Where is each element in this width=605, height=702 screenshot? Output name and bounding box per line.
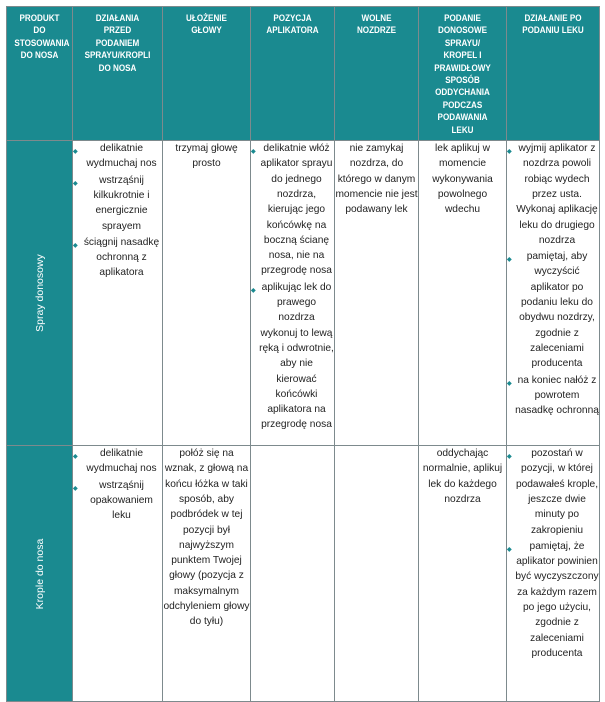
diamond-bullet-icon: ◆ [507, 454, 512, 461]
head-cell [163, 141, 251, 446]
list-item-text: delikatnie wydmuchaj nos [86, 448, 157, 475]
header-head [163, 7, 251, 141]
head-cell [163, 446, 251, 702]
diamond-bullet-icon: ◆ [507, 149, 512, 156]
product-label: Krople do nosa [33, 538, 46, 609]
list-item [73, 235, 162, 281]
administration-text: lek aplikuj w momencie wykonywania powolnego wdechu [432, 143, 493, 216]
list-item [507, 446, 599, 538]
list-item [507, 249, 599, 371]
diamond-bullet-icon: ◆ [73, 485, 78, 492]
after-cell [507, 446, 600, 702]
diamond-bullet-icon: ◆ [73, 149, 78, 156]
list-item [73, 141, 162, 172]
list-item-text: ściągnij nasadkę ochronną z aplikatora [83, 236, 160, 279]
list-item-text: na koniec nałóż z powrotem nasadkę ochronną [515, 374, 599, 417]
header-administration-label: PODANIE DONOSOWE SPRAYU/ KROPEL I PRAWIDŁOWY SPOSÓB ODDYCHANIA PODCZAS PODAWANIA LEKU [434, 13, 491, 135]
administration-text: oddychając normalnie, aplikuj lek do każdego nozdrza [422, 448, 503, 505]
list-item-text: wyjmij aplikator z nozdrza powoli robiąc wydech przez usta. Wykonaj aplikację leku do drugiego nozdrza [516, 143, 598, 246]
list-item [507, 373, 599, 419]
list-item-text: wstrząśnij opakowaniem leku [90, 479, 153, 522]
diamond-bullet-icon: ◆ [73, 242, 78, 249]
list-item-text: aplikując lek do prawego nozdrza wykonuj to lewą ręką i odwrotnie, aby nie kierować końcówki aplikatora na przegrodę nosa [259, 281, 334, 431]
header-applicator [251, 7, 335, 141]
product-cell [7, 446, 73, 702]
header-applicator-label: POZYCJA APLIKATORA [266, 13, 319, 36]
header-head-label: UŁOŻENIE GŁOWY [186, 13, 227, 36]
list-item [73, 446, 162, 477]
list-item [73, 173, 162, 234]
after-cell [507, 141, 600, 446]
diamond-bullet-icon: ◆ [251, 149, 256, 156]
diamond-bullet-icon: ◆ [73, 454, 78, 461]
instructions-table [6, 6, 600, 702]
administration-cell [419, 141, 507, 446]
list-item [251, 280, 334, 433]
applicator-cell [251, 141, 335, 446]
list-item [507, 141, 599, 248]
nostril-cell [335, 141, 419, 446]
product-label: Spray donosowy [33, 254, 46, 332]
list-item-text: pozostań w pozycji, w której podawałeś krople, jeszcze dwie minuty po zakropieniu [515, 448, 599, 536]
header-before-label: DZIAŁANIA PRZED PODANIEM SPRAYU/KROPLI DO NOSA [84, 13, 151, 73]
nostril-cell [335, 446, 419, 702]
head-text: trzymaj głowę prosto [175, 143, 238, 170]
table-row [7, 141, 600, 446]
before-cell [73, 141, 163, 446]
administration-cell [419, 446, 507, 702]
applicator-cell [251, 446, 335, 702]
list-item-text: delikatnie włóż aplikator sprayu do jednego nozdrza, kierując jego końcówkę na boczną ścianę nosa, nie na przegrodę nosa [260, 143, 333, 277]
bullet-list [507, 141, 599, 418]
list-item-text: pamiętaj, aby wyczyścić aplikator po podaniu leku do obydwu nozdrzy, zgodnie z zaleceniami producenta [519, 251, 595, 370]
list-item [73, 478, 162, 524]
bullet-list [73, 141, 162, 281]
diamond-bullet-icon: ◆ [507, 546, 512, 553]
header-product [7, 7, 73, 141]
diamond-bullet-icon: ◆ [507, 380, 512, 387]
list-item [507, 539, 599, 661]
head-text: połóż się na wznak, z głową na końcu łóżka w taki sposób, aby podbródek w tej pozycji był najwyższym punktem Twojej głowy (pozycja z maksymalnym odchyleniem głowy do tyłu) [163, 448, 250, 628]
header-nostril-label: WOLNE NOZDRZE [356, 13, 397, 36]
product-cell [7, 141, 73, 446]
list-item-text: delikatnie wydmuchaj nos [86, 143, 157, 170]
header-nostril [335, 7, 419, 141]
bullet-list [73, 446, 162, 523]
list-item [251, 141, 334, 279]
header-administration [419, 7, 507, 141]
header-product-label: PRODUKT DO STOSOWANIA DO NOSA [14, 13, 70, 61]
nostril-text: nie zamykaj nozdrza, do którego w danym momencie nie jest podawany lek [335, 143, 418, 216]
bullet-list [507, 446, 599, 661]
list-item-text: wstrząśnij kilkukrotnie i energicznie sprayem [93, 174, 150, 232]
table-row [7, 446, 600, 702]
before-cell [73, 446, 163, 702]
header-after-label: DZIAŁANIE PO PODANIU LEKU [522, 13, 584, 36]
list-item-text: pamiętaj, że aplikator powinien być wyczyszczony za każdym razem po jego użyciu, zgodnie z zaleceniami producenta [515, 540, 599, 659]
diamond-bullet-icon: ◆ [251, 287, 256, 294]
diamond-bullet-icon: ◆ [507, 257, 512, 264]
header-before [73, 7, 163, 141]
diamond-bullet-icon: ◆ [73, 180, 78, 187]
header-after [507, 7, 600, 141]
header-row [7, 7, 600, 141]
bullet-list [251, 141, 334, 433]
